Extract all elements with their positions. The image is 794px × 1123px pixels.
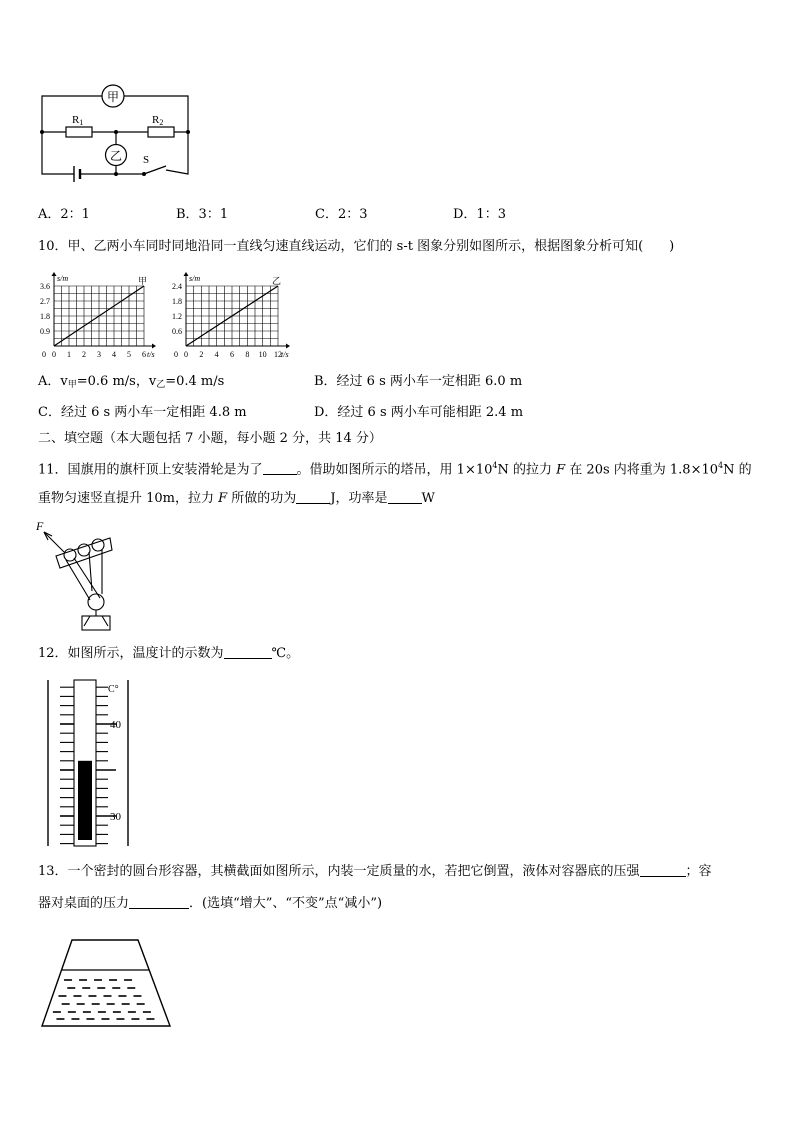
q10-stem: 10．甲、乙两小车同时同地沿同一直线匀速直线运动，它们的 s-t 图象分别如图所示，根据图象分析可知( ) bbox=[38, 239, 675, 254]
chart-yi-title: 乙 bbox=[272, 276, 282, 286]
chart-yi-x-axis-label: t/s bbox=[281, 350, 289, 359]
q10-option-b: B．经过 6 s 两小车一定相距 6.0 m bbox=[314, 374, 523, 389]
chart-jia-origin-label: 0 bbox=[42, 350, 46, 359]
q13-blank-1[interactable] bbox=[640, 862, 686, 877]
chart-yi-y-axis-label: s/m bbox=[189, 274, 201, 283]
svg-text:R2 bbox=[152, 114, 163, 127]
q10-option-a: A．$v_甲=0.6$ m/s，$v_乙=0.4$ m/s bbox=[38, 374, 225, 390]
switch-label: S bbox=[143, 154, 150, 166]
force-label: F bbox=[36, 519, 44, 533]
chart-yi-y-tick-label: 2.4 bbox=[172, 282, 182, 291]
chart-jia-y-tick-label: 3.6 bbox=[40, 282, 50, 291]
q12-stem: 12．如图所示，温度计的示数为 ℃。 bbox=[38, 646, 300, 661]
chart-jia-title: 甲 bbox=[138, 276, 148, 286]
r1-label: R bbox=[72, 114, 80, 126]
meter-b-label: 乙 bbox=[109, 149, 123, 163]
chart-yi-x-tick-label: 10 bbox=[258, 350, 267, 359]
chart-jia-x-tick-label: 2 bbox=[82, 350, 86, 359]
q10-option-c: C．经过 6 s 两小车一定相距 4.8 m bbox=[38, 405, 247, 420]
svg-text:R1 bbox=[72, 114, 83, 127]
meter-a-label: 甲 bbox=[106, 90, 120, 104]
thermometer-label-30: 30 bbox=[110, 811, 121, 823]
chart-yi-x-arrow bbox=[286, 344, 290, 349]
thermometer-figure bbox=[38, 676, 136, 848]
chart-jia-x-arrow bbox=[152, 344, 156, 349]
q9-option-c: C．2：3 bbox=[315, 207, 368, 222]
thermometer-unit: C° bbox=[108, 684, 119, 695]
chart-yi-x-tick-label: 2 bbox=[199, 350, 204, 359]
chart-yi-origin-label: 0 bbox=[174, 350, 178, 359]
thermometer-label-40: 40 bbox=[110, 719, 121, 731]
q13-blank-2[interactable] bbox=[129, 894, 189, 909]
r1-subscript: 1 bbox=[79, 118, 84, 127]
q9-option-d: D．1：3 bbox=[453, 207, 506, 222]
chart-jia-x-tick-label: 4 bbox=[112, 350, 116, 359]
q9-option-a: A．2：1 bbox=[38, 207, 90, 222]
st-graph-yi bbox=[164, 266, 300, 362]
q9-option-b: B．3：1 bbox=[176, 207, 229, 222]
chart-yi-x-tick-label: 0 bbox=[184, 350, 188, 359]
circuit-diagram bbox=[36, 82, 196, 187]
chart-yi-y-tick-label: 1.8 bbox=[172, 297, 182, 306]
q11-line2: 重物匀速竖直提升 10m，拉力 F 所做的功为 J，功率是 W bbox=[38, 491, 435, 506]
chart-jia-y-tick-label: 1.8 bbox=[40, 312, 50, 321]
tower-crane-figure bbox=[34, 516, 118, 634]
chart-jia-y-arrow bbox=[52, 272, 57, 276]
chart-jia-x-tick-label: 1 bbox=[67, 350, 71, 359]
q11-blank-3[interactable] bbox=[388, 489, 422, 504]
st-graph-jia bbox=[30, 266, 160, 362]
r2-subscript: 2 bbox=[159, 118, 164, 127]
chart-yi-x-tick-label: 6 bbox=[230, 350, 234, 359]
q10-option-d: D．经过 6 s 两小车可能相距 2.4 m bbox=[314, 405, 524, 420]
q12-blank[interactable] bbox=[224, 644, 272, 659]
section-heading: 二、填空题（本大题包括 7 小题，每小题 2 分，共 14 分） bbox=[38, 431, 382, 446]
q13-line1: 13．一个密封的圆台形容器，其横截面如图所示，内装一定质量的水，若把它倒置，液体对容器底的压强 ；容 bbox=[38, 864, 712, 879]
chart-jia-x-tick-label: 3 bbox=[97, 350, 101, 359]
q11-blank-2[interactable] bbox=[296, 489, 330, 504]
q11-blank-1[interactable] bbox=[263, 460, 297, 475]
chart-jia-y-tick-label: 0.9 bbox=[40, 327, 50, 336]
chart-yi-x-tick-label: 12 bbox=[274, 350, 282, 359]
chart-yi-x-tick-label: 8 bbox=[245, 350, 250, 359]
chart-jia-x-tick-label: 0 bbox=[52, 350, 56, 359]
chart-yi-x-tick-label: 4 bbox=[214, 350, 219, 359]
chart-jia-x-tick-label: 6 bbox=[142, 350, 146, 359]
chart-jia-y-axis-label: s/m bbox=[57, 274, 69, 283]
r2-label: R bbox=[152, 114, 160, 126]
mercury-column bbox=[78, 761, 92, 840]
chart-jia-x-axis-label: t/s bbox=[147, 350, 155, 359]
chart-jia-x-tick-label: 5 bbox=[127, 350, 131, 359]
frustum-container-figure bbox=[38, 936, 174, 1032]
q11-line1: 11．国旗用的旗杆顶上安装滑轮是为了 。借助如图所示的塔吊，用 $1\times 10^4N$ 的拉力 F 在 20s 内将重为 $1.8\times 10^4N$ 的 bbox=[38, 461, 752, 478]
chart-jia-y-tick-label: 2.7 bbox=[40, 297, 50, 306]
chart-yi-y-tick-label: 0.6 bbox=[172, 327, 182, 336]
q13-line2: 器对桌面的压力 ．(选填“增大”、“不变”点“减小”) bbox=[38, 896, 383, 911]
chart-yi-y-arrow bbox=[184, 272, 189, 276]
chart-yi-y-tick-label: 1.2 bbox=[172, 312, 182, 321]
